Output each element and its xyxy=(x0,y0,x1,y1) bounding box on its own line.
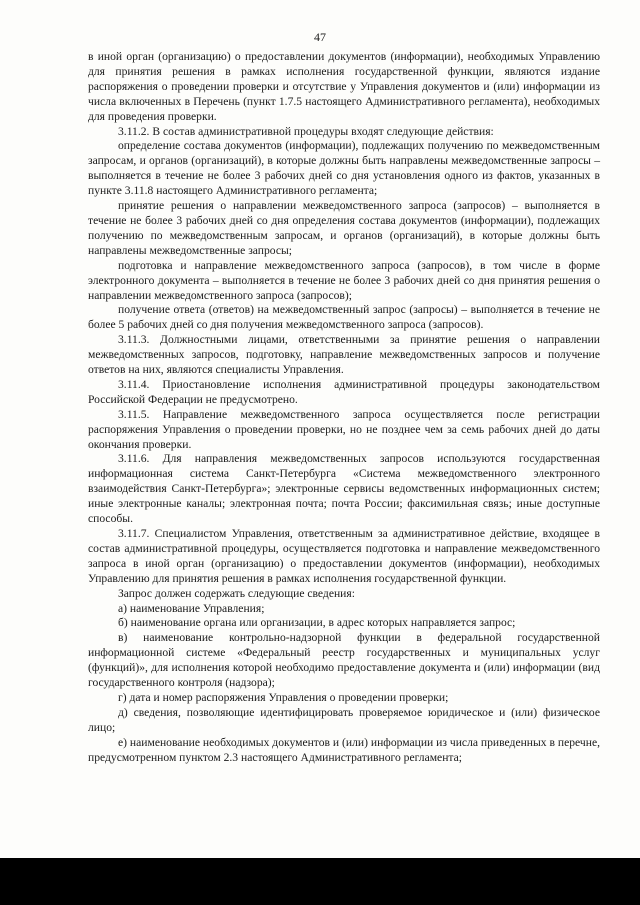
list-item: д) сведения, позволяющие идентифицировать проверяемое юридическое и (или) физическое лицо; xyxy=(88,705,600,734)
document-body xyxy=(88,50,600,766)
list-item: г) дата и номер распоряжения Управления о проведении проверки; xyxy=(118,690,449,704)
paragraph: 3.11.7. Специалистом Управления, ответственным за административное действие, входящее в состав административной процедуры, осуществляется подготовка и направление межведомственного запроса в иной орган (организацию) о предоставлении документов (информации), необходимых Управлению для принятия решения в рамках исполнения государственной функции. xyxy=(88,527,600,585)
page-number: 47 xyxy=(314,30,326,44)
list-item: а) наименование Управления; xyxy=(118,601,265,615)
paragraph: подготовка и направление межведомственного запроса (запросов), в том числе в форме электронного документа – выполняется в течение не более 3 рабочих дней со дня принятия решения о направлении межведомственного запроса (запросов); xyxy=(88,258,600,302)
paragraph: 3.11.6. Для направления межведомственных запросов используются государственная информационная система Санкт-Петербурга «Система межведомственного электронного взаимодействия Санкт-Петербурга»; электронные сервисы ведомственных информационных систем; иные электронные каналы; электронная почта; почта России; факсимильная связь; иные доступные способы. xyxy=(88,452,600,526)
list-item: в) наименование контрольно-надзорной функции в федеральной государственной информационной системе «Федеральный реестр государственных и муниципальных услуг (функций)», для исполнения которой необходимо предоставление документа и (или) информации (вид государственного контроля (надзора); xyxy=(88,631,600,690)
paragraph: 3.11.5. Направление межведомственного запроса осуществляется после регистрации распоряжения Управления о проведении проверки, но не позднее чем за семь рабочих дней до даты окончания проверки. xyxy=(88,407,600,451)
paragraph: определение состава документов (информации), подлежащих получению по межведомственным запросам, и органов (организаций), в которые должны быть направлены межведомственные запросы – выполняется в течение не более 3 рабочих дней со дня установления одного из фактов, указанных в пункте 3.11.8 настоящего Административного регламента; xyxy=(88,139,600,198)
list-item: б) наименование органа или организации, в адрес которых направляется запрос; xyxy=(118,616,516,630)
paragraph: 3.11.2. В состав административной процедуры входят следующие действия: xyxy=(118,124,494,138)
paragraph: 3.11.4. Приостановление исполнения административной процедуры законодательством Российской Федерации не предусмотрено. xyxy=(88,377,600,406)
list-item: е) наименование необходимых документов и (или) информации из числа приведенных в перечне, предусмотренном пунктом 2.3 настоящего Административного регламента; xyxy=(88,735,600,764)
scan-border xyxy=(0,858,640,905)
paragraph: получение ответа (ответов) на межведомственный запрос (запросы) – выполняется в течение не более 5 рабочих дней со дня получения межведомственного запроса (запросов). xyxy=(88,303,600,332)
paragraph: принятие решения о направлении межведомственного запроса (запросов) – выполняется в течение не более 3 рабочих дней со дня определения состава документов (информации), подлежащих получению по межведомственным запросам, и органов (организаций), в которые должны быть направлены межведомственные запросы; xyxy=(88,199,600,257)
paragraph: в иной орган (организацию) о предоставлении документов (информации), необходимых Управлению для принятия решения в рамках исполнения государственной функции, являются издание распоряжения о проведении проверки и отсутствие у Управления документов и (или) информации из числа включенных в Перечень (пункт 1.7.5 настоящего Административного регламента), необходимых для проведения проверки. xyxy=(88,50,600,123)
paragraph: 3.11.3. Должностными лицами, ответственными за принятие решения о направлении межведомственных запросов, подготовку, направление межведомственных запросов и получение ответов на них, являются специалисты Управления. xyxy=(88,333,600,377)
paragraph: Запрос должен содержать следующие сведения: xyxy=(118,586,355,600)
